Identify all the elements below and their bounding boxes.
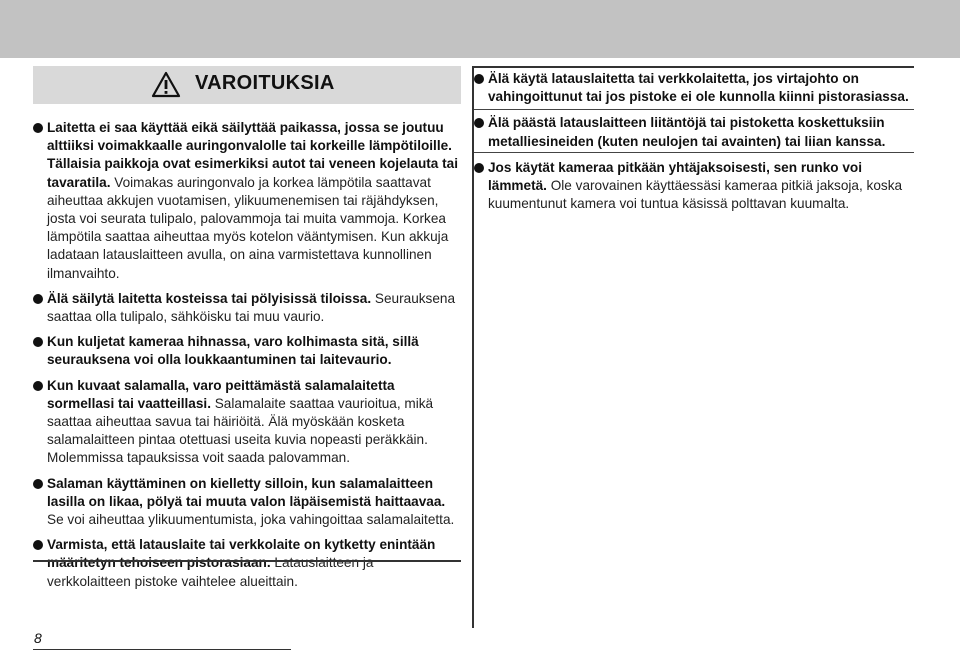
warning-bold-text: Salaman käyttäminen on kielletty silloin, kun salamalaitteen lasilla on likaa, pölyä tai muuta valon läpäisemistä haittaavaa.	[47, 475, 446, 509]
warning-item	[33, 290, 461, 326]
warning-item	[33, 333, 461, 369]
warning-item	[33, 536, 461, 591]
top-bar	[0, 0, 960, 58]
warning-detail-text: Salamalaite saattaa vaurioitua, mikä saattaa aiheuttaa savua tai häiriöitä. Älä myöskään kosketa salamalaitteen pintaa otettuasi useita kuvia nopeasti peräkkäin. Molemmissa tapauksissa voit saada palovamman.	[47, 395, 434, 466]
bullet-icon	[474, 118, 484, 128]
warning-item	[33, 475, 461, 530]
warning-detail-text: Ole varovainen käyttäessäsi kameraa pitkiä jaksoja, koska kuumentunut kamera voi tuntua käsissä polttavan kuumalta.	[488, 178, 903, 212]
warning-triangle-icon	[151, 71, 181, 98]
warning-bold-text: Jos käytät kameraa pitkään yhtäjaksoisesti, sen runko voi lämmetä.	[488, 159, 863, 194]
warning-item	[33, 377, 461, 468]
warning-detail-text: Seurauksena saattaa olla tulipalo, sähköisku tai muu vaurio.	[47, 290, 456, 325]
warning-bold-text: Kun kuljetat kameraa hihnassa, varo kolhimasta sitä, sillä seurauksena voi olla loukkaantuminen tai laitevaurio.	[47, 334, 419, 368]
warning-bold-text: Älä käytä latauslaitetta tai verkkolaitetta, jos virtajohto on vahingoittunut tai jos pistoke ei ole kunnolla kiinni pistorasiassa.	[488, 71, 909, 105]
warning-detail-text: Voimakas auringonvalo ja korkea lämpötila saattavat aiheuttaa akkujen vuotamisen, ylikuumenemisen tai räjähdyksen, josta voi seurata tulipalo, palovammoja tai muita vammoja. Korkea lämpötila saattaa aiheuttaa myös kotelon vääntymisen. Kun akkuja ladataan latauslaitteen avulla, on aina varmistettava kunnollinen ilmanvaihto.	[47, 174, 449, 281]
warning-title: VAROITUKSIA	[195, 72, 335, 94]
right-warning-list	[474, 70, 914, 213]
bullet-icon	[474, 74, 484, 84]
left-column-end-rule	[33, 560, 461, 562]
warning-header	[33, 66, 461, 104]
warning-item	[474, 159, 914, 214]
warning-bold-text: Varmista, että latauslaite tai verkkolaite on kytketty enintään määritetyn tehoiseen pistorasiaan.	[47, 537, 436, 571]
warning-bold-text: Laitetta ei saa käyttää eikä säilyttää paikassa, jossa se joutuu alttiiksi voimakkaalle auringonvalolle tai korkeille lämpötiloille. Tällaisia paikkoja ovat esimerkiksi autot tai veneen kojelauta tai tavaratila.	[47, 120, 459, 190]
bullet-icon	[33, 479, 43, 489]
bullet-icon	[33, 381, 43, 391]
warning-detail-text: Latauslaitteen ja verkkolaitteen pistoke vaihtelee alueittain.	[47, 555, 374, 589]
bullet-icon	[33, 123, 43, 133]
warning-item	[474, 114, 914, 150]
page-number: 8	[34, 630, 42, 646]
warning-item	[474, 70, 914, 106]
left-column	[33, 66, 461, 598]
warning-detail-text: Se voi aiheuttaa ylikuumentumista, joka vahingoittaa salamalaitetta.	[47, 512, 455, 528]
warning-bold-text: Kun kuvaat salamalla, varo peittämästä salamalaitetta sormellasi tai vaatteillasi.	[47, 377, 395, 411]
bullet-icon	[33, 540, 43, 550]
warning-item	[33, 119, 461, 283]
bullet-icon	[474, 163, 484, 173]
warning-bold-text: Älä päästä latauslaitteen liitäntöjä tai pistoketta koskettuksiin metalliesineiden (kuten neulojen tai avainten) tai liian kanssa.	[488, 115, 886, 149]
bullet-icon	[33, 294, 43, 304]
warning-bold-text: Älä säilytä laitetta kosteissa tai pölyisissä tiloissa.	[47, 290, 372, 306]
page-number-rule	[33, 649, 291, 650]
right-column	[474, 66, 914, 220]
bullet-icon	[33, 337, 43, 347]
left-warning-list	[33, 119, 461, 591]
